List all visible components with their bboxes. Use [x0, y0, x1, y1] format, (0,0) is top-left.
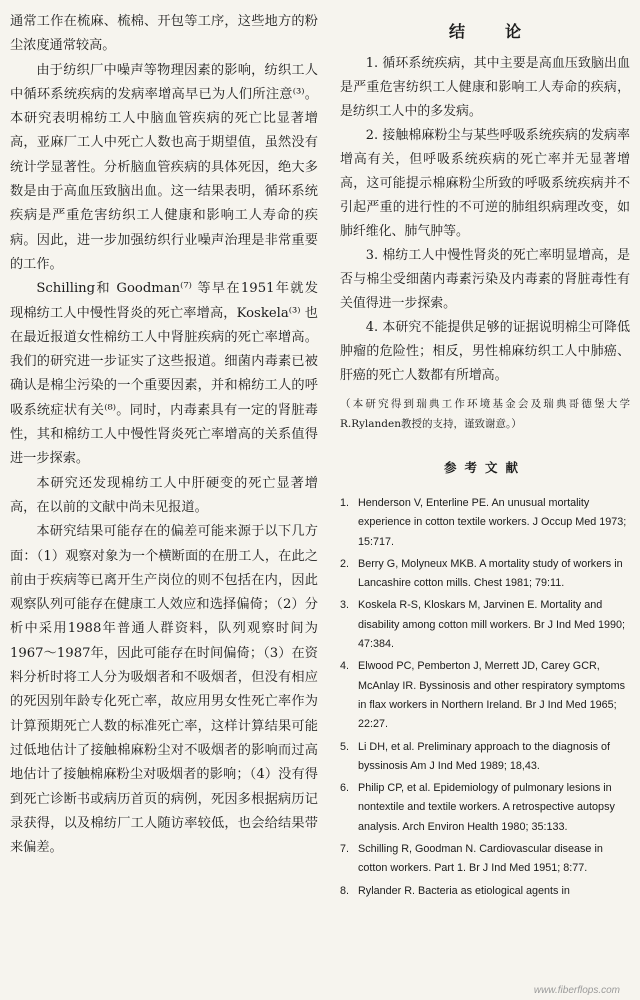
conclusion-item: 3. 棉纺工人中慢性肾炎的死亡率明显增高，是否与棉尘受细菌内毒素污染及内毒素的肾脏毒性有关值得进一步探索。 — [340, 248, 630, 311]
reference-number: 3. — [340, 599, 350, 612]
reference-text: Rylander R. Bacteria as etiological agents in — [358, 884, 570, 897]
reference-item — [340, 882, 630, 901]
conclusion-item: 2. 接触棉麻粉尘与某些呼吸系统疾病的发病率增高有关，但呼吸系统疾病的死亡率并无显著增高，这可能提示棉麻粉尘所致的呼吸系统疾病并不引起严重的进行性的不可逆的肺组织病理改变，如肺纤维化、肺气肿等。 — [340, 128, 630, 239]
conclusion-item: 1. 循环系统疾病，其中主要是高血压致脑出血是严重危害纺织工人健康和影响工人寿命的疾病，是纺织工人中的多发病。 — [340, 56, 630, 119]
reference-item — [340, 657, 630, 734]
reference-text: Berry G, Molyneux MKB. A mortality study of workers in Lancashire cotton mills. Chest 1981; 79:11. — [358, 557, 623, 590]
reference-text: Elwood PC, Pemberton J, Merrett JD, Carey GCR, McAnlay IR. Byssinosis and other respiratory symptoms in flax workers in Northern Ireland. Br J Ind Med 1965; 22:27. — [358, 660, 626, 731]
references-title: 参考文献 — [443, 460, 526, 475]
reference-text: Henderson V, Enterline PE. An unusual mortality experience in cotton textile workers. J Occup Med 1973; 15:717. — [358, 497, 627, 548]
reference-item — [340, 555, 630, 594]
body-paragraph: 由于纺织厂中噪声等物理因素的影响，纺织工人中循环系统疾病的发病率增高早已为人们所注意⁽³⁾。本研究表明棉纺工人中脑血管疾病的死亡比显著增高，亚麻厂工人中死亡人数也高于期望值，虽然没有统计学显著性。分析脑血管疾病的具体死因，绝大多数是由于高血压致脑出血。这一结果表明，循环系统疾病是严重危害纺织工人健康和影响工人寿命的疾病。因此，进一步加强纺织行业噪声治理是非常重要的工作。 — [10, 62, 318, 272]
reference-text: Koskela R-S, Kloskars M, Jarvinen E. Mortality and disability among cotton mill workers. Br J Ind Med 1990; 47:384. — [358, 599, 626, 651]
body-paragraph: Schilling和 Goodman⁽⁷⁾ 等早在1951年就发现棉纺工人中慢性肾炎的死亡率增高，Koskela⁽³⁾ 也在最近报道女性棉纺工人中肾脏疾病的死亡率增高。我们的研究进一步证实了这些报道。细菌内毒素已被确认是棉尘污染的一个重要因素，并和棉纺工人的呼吸系统症状有关⁽⁸⁾。同时，内毒素具有一定的肾脏毒性，其和棉纺工人中慢性肾炎死亡率增高的关系值得进一步探索。 — [10, 281, 318, 467]
reference-item — [340, 738, 630, 777]
reference-text: Li DH, et al. Preliminary approach to the diagnosis of byssinosis Am J Ind Med 1989; 18,43. — [358, 740, 611, 772]
reference-number: 2. — [340, 557, 350, 570]
reference-number: 7. — [340, 843, 350, 856]
watermark: www.fiberflops.com — [533, 985, 620, 996]
reference-text: Philip CP, et al. Epidemiology of pulmonary lesions in nontextile and textile workers. A retrospective autopsy analysis. Arch Environ Health 1980; 35:133. — [358, 782, 615, 833]
left-column — [10, 10, 318, 860]
reference-number: 5. — [340, 740, 350, 753]
reference-number: 4. — [340, 660, 350, 673]
reference-text: Schilling R, Goodman N. Cardiovascular disease in cotton workers. Part 1. Br J Ind Med 1951; 8:77. — [358, 843, 603, 875]
acknowledgement: （本研究得到瑞典工作环境基金会及瑞典哥德堡大学R.Rylanden教授的支持，谨致谢意。） — [340, 398, 630, 430]
reference-number: 6. — [340, 782, 350, 795]
reference-number: 8. — [340, 884, 350, 897]
reference-item — [340, 596, 630, 654]
reference-item — [340, 494, 630, 552]
reference-item — [340, 779, 630, 837]
reference-number: 1. — [340, 497, 350, 509]
reference-item — [340, 840, 630, 879]
conclusion-item: 4. 本研究不能提供足够的证据说明棉尘可降低肿瘤的危险性；相反，男性棉麻纺织工人中肺癌、肝癌的死亡人数都有所增高。 — [340, 320, 630, 383]
body-paragraph: 本研究还发现棉纺工人中肝硬变的死亡显著增高，在以前的文献中尚未见报道。 — [10, 475, 318, 515]
body-paragraph: 本研究结果可能存在的偏差可能来源于以下几方面：（1）观察对象为一个横断面的在册工人，在此之前由于疾病等已离开生产岗位的则不包括在内，因此观察队列可能存在健康工人效应和选择偏倚；（2）分析中采用1988年普通人群资料，队列观察时间为1967～1987年，因此可能存在时间偏倚；（3）在资料分析时将工人分为吸烟者和不吸烟者，但没有相应的死因别年龄专化死亡率，故应用男女性死亡率作为计算预期死亡人数的标准死亡率，这样计算结果可能过低地估计了接触棉麻粉尘对不吸烟者的影响而过高地估计了接触棉麻粉尘对吸烟者的影响；（4）没有得到死亡诊断书或病历首页的病例，死因多根据病历记录获得，以及棉纺厂工人随访率较低，也会给结果带来偏差。 — [10, 524, 318, 856]
conclusion-title: 结论 — [448, 22, 561, 41]
reference-list — [340, 494, 630, 901]
body-paragraph: 通常工作在梳麻、梳棉、开包等工序，这些地方的粉尘浓度通常较高。 — [10, 14, 318, 54]
right-column — [340, 18, 630, 904]
